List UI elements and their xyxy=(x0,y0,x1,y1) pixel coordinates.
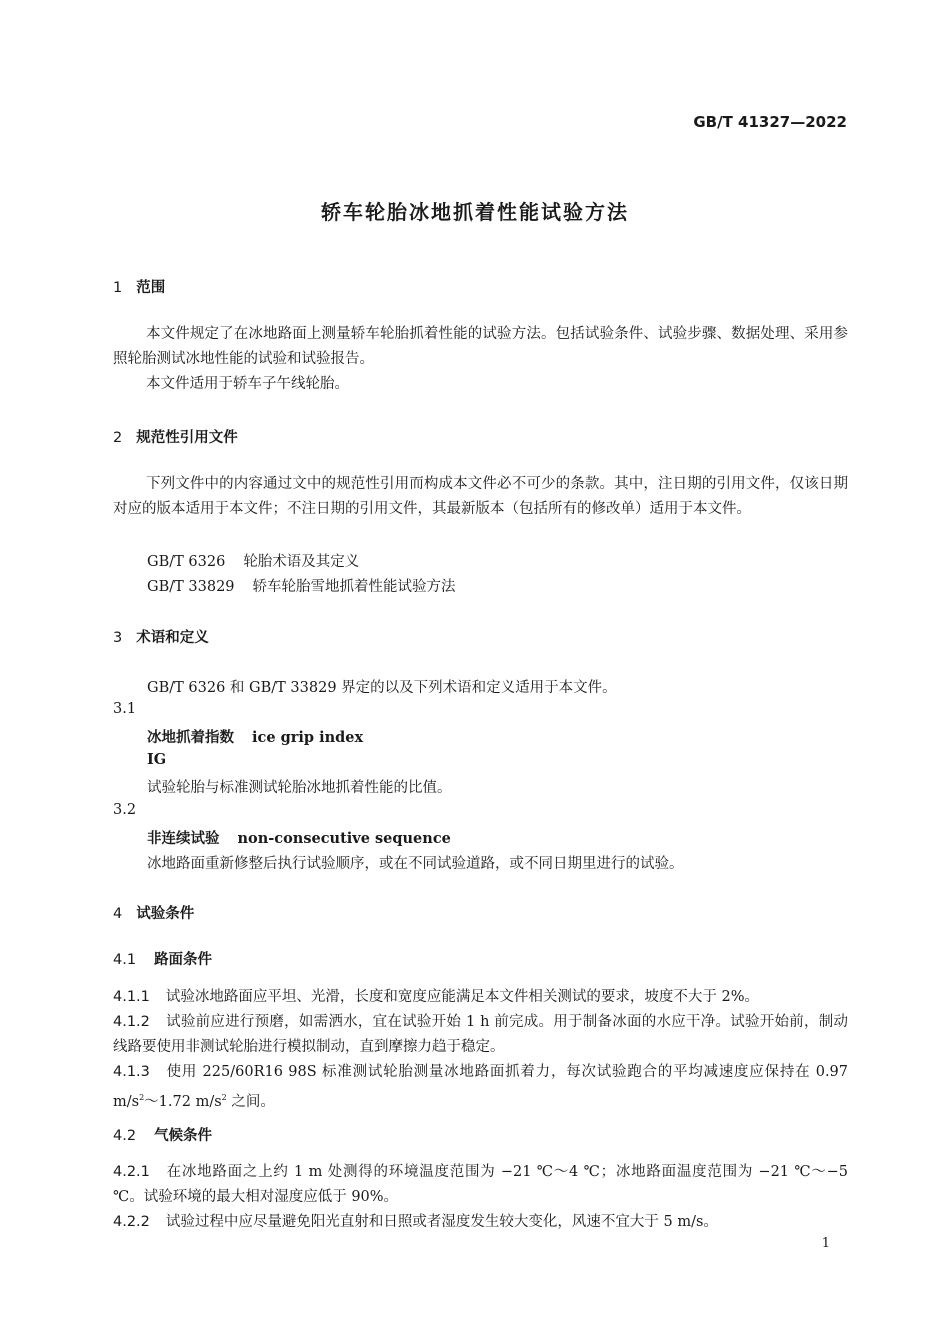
section-title: 规范性引用文件 xyxy=(136,430,238,446)
subsection-title: 气候条件 xyxy=(154,1128,213,1144)
s1-paragraph-2: 本文件适用于轿车子午线轮胎。 xyxy=(146,376,349,392)
section-2-heading xyxy=(113,426,238,447)
clause-text: 试验前应进行预磨，如需洒水，宜在试验开始 1 h 前完成。用于制备冰面的水应干净。试验开始前，制动线路要使用非测试轮胎进行模拟制动，直到摩擦力趋于稳定。 xyxy=(113,1014,848,1055)
normative-reference xyxy=(147,575,456,596)
section-number: 2 xyxy=(113,430,123,446)
term-name xyxy=(147,827,451,848)
superscript: 2 xyxy=(139,1093,145,1102)
s1-paragraph-1: 本文件规定了在冰地路面上测量轿车轮胎抓着性能的试验方法。包括试验条件、试验步骤、数据处理、采用参照轮胎测试冰地性能的试验和试验报告。 xyxy=(113,326,848,367)
reference-code: GB/T 33829 xyxy=(147,579,235,595)
term-name xyxy=(147,726,363,747)
clause-text: 试验冰地路面应平坦、光滑，长度和宽度应能满足本文件相关测试的要求，坡度不大于 2%。 xyxy=(165,989,760,1005)
clause-4-1-2 xyxy=(113,1010,848,1060)
term-number: 3.1 xyxy=(113,701,137,717)
clause-text: 试验过程中应尽量避免阳光直射和日照或者湿度发生较大变化，风速不宜大于 5 m/s。 xyxy=(165,1214,718,1230)
section-number: 3 xyxy=(113,630,123,646)
subsection-number: 4.2 xyxy=(113,1128,137,1144)
section-title: 范围 xyxy=(136,280,166,296)
clause-4-1-3 xyxy=(113,1060,848,1115)
section-title: 试验条件 xyxy=(136,906,195,922)
subsection-number: 4.1 xyxy=(113,952,137,968)
clause-number: 4.1.1 xyxy=(113,989,150,1005)
term-abbreviation: IG xyxy=(147,751,167,768)
section-4-heading xyxy=(113,902,194,923)
page-number: 1 xyxy=(821,1236,830,1251)
section-3-heading xyxy=(113,626,209,647)
reference-title: 轮胎术语及其定义 xyxy=(243,554,360,570)
s2-paragraph-1: 下列文件中的内容通过文中的规范性引用而构成本文件必不可少的条款。其中，注日期的引用文件，仅该日期对应的版本适用于本文件；不注日期的引用文件，其最新版本（包括所有的修改单）适用于本文件。 xyxy=(113,476,848,517)
subsection-4-2-heading xyxy=(113,1124,212,1145)
section-title: 术语和定义 xyxy=(136,630,209,646)
term-en: non-consecutive sequence xyxy=(237,830,451,847)
term-en: ice grip index xyxy=(252,729,364,746)
clause-number: 4.1.3 xyxy=(113,1064,150,1080)
term-zh: 非连续试验 xyxy=(147,831,220,847)
clause-number: 4.1.2 xyxy=(113,1014,150,1030)
clause-text: 之间。 xyxy=(226,1093,275,1110)
term-number: 3.2 xyxy=(113,802,137,818)
clause-4-2-1 xyxy=(113,1160,848,1210)
s3-paragraph-1: GB/T 6326 和 GB/T 33829 界定的以及下列术语和定义适用于本文件。 xyxy=(147,680,617,696)
document-title: 轿车轮胎冰地抓着性能试验方法 xyxy=(321,200,629,224)
reference-code: GB/T 6326 xyxy=(147,554,226,570)
subsection-4-1-heading xyxy=(113,948,212,969)
term-zh: 冰地抓着指数 xyxy=(147,730,234,746)
clause-4-1-1 xyxy=(113,985,848,1010)
clause-text: 在冰地路面之上约 1 m 处测得的环境温度范围为 −21 ℃～4 ℃；冰地路面温度范围为 −21 ℃～−5 ℃。试验环境的最大相对湿度应低于 90%。 xyxy=(113,1164,848,1205)
term-definition: 试验轮胎与标准测试轮胎冰地抓着性能的比值。 xyxy=(147,780,452,796)
section-1-heading xyxy=(113,276,165,297)
term-definition: 冰地路面重新修整后执行试验顺序，或在不同试验道路，或不同日期里进行的试验。 xyxy=(147,856,684,872)
superscript: 2 xyxy=(221,1093,227,1102)
clause-4-2-2 xyxy=(113,1210,848,1235)
clause-text: 使用 225/60R16 98S 标准测试轮胎测量冰地路面抓着力，每次试验跑合的平均减速度应保持在 0.97 m/s xyxy=(113,1064,848,1110)
clause-text: ～1.72 m/s xyxy=(144,1093,222,1110)
reference-title: 轿车轮胎雪地抓着性能试验方法 xyxy=(252,579,456,595)
clause-number: 4.2.1 xyxy=(113,1164,150,1180)
section-number: 1 xyxy=(113,280,123,296)
standard-number: GB/T 41327—2022 xyxy=(693,113,847,131)
normative-reference xyxy=(147,550,359,571)
clause-number: 4.2.2 xyxy=(113,1214,150,1230)
subsection-title: 路面条件 xyxy=(154,952,213,968)
section-number: 4 xyxy=(113,906,123,922)
